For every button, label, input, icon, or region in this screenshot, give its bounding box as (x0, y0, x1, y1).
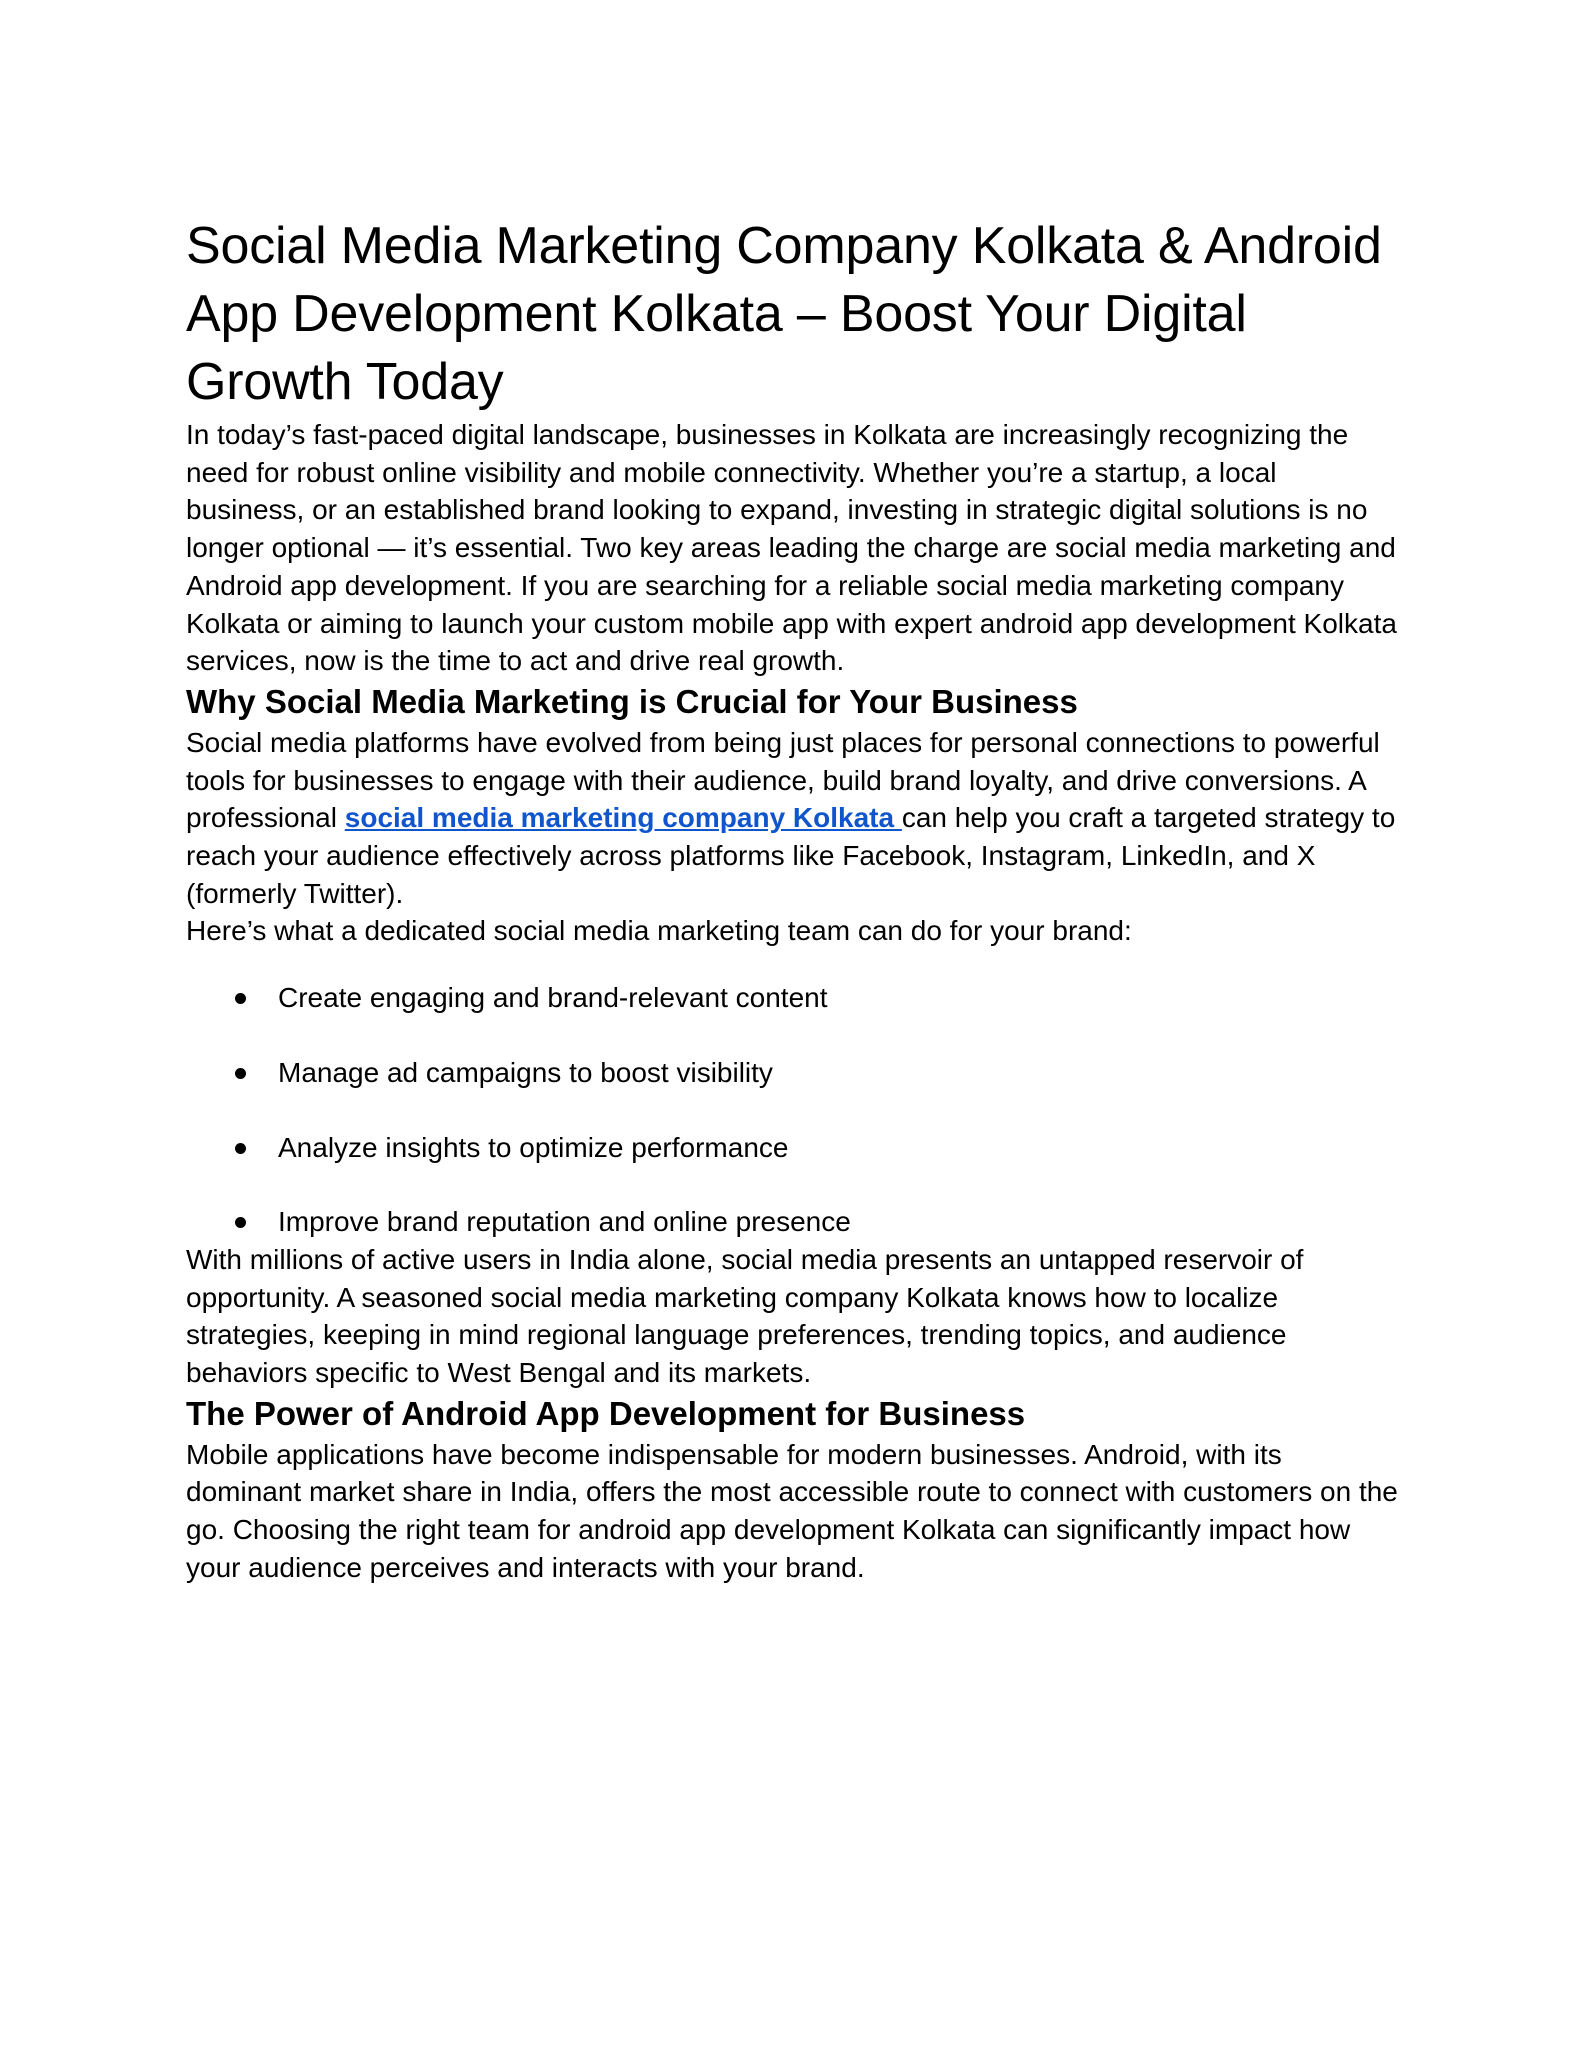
android-paragraph: Mobile applications have become indispensable for modern businesses. Android, with its dominant market share in India, offers the most accessible route to connect with customers on the go. Choosing the right team for android app development Kolkata can significantly impact how your audience perceives and interacts with your brand. (186, 1438, 1398, 1583)
bullet-icon (235, 1217, 246, 1228)
list-item (186, 1129, 1401, 1167)
bullet-icon (235, 1068, 246, 1079)
section-heading-android: The Power of Android App Development for Business (186, 1394, 1026, 1432)
team-benefits-intro: Here’s what a dedicated social media marketing team can do for your brand: (186, 915, 1132, 947)
list-item-text: Create engaging and brand-relevant content (278, 982, 828, 1014)
list-item-text: Analyze insights to optimize performance (278, 1131, 789, 1163)
social-media-marketing-link[interactable]: social media marketing company Kolkata (344, 802, 902, 834)
bullet-icon (235, 993, 246, 1004)
page-title: Social Media Marketing Company Kolkata & Android App Development Kolkata – Boost Your Digital Growth Today (186, 217, 1382, 411)
india-users-paragraph: With millions of active users in India alone, social media presents an untapped reservoir of opportunity. A seasoned social media marketing company Kolkata knows how to localize strategies, keeping in mind regional language preferences, trending topics, and audience behaviors specific to West Bengal and its markets. (186, 1243, 1304, 1389)
social-media-paragraph (186, 724, 1401, 913)
list-item (186, 1054, 1401, 1092)
bullet-icon (235, 1143, 246, 1154)
list-item-text: Manage ad campaigns to boost visibility (278, 1056, 773, 1088)
social-paragraph-text-after-link: can help you craft a targeted strategy to reach your audience effectively across platforms like Facebook, Instagram, LinkedIn, and X (formerly Twitter). (186, 802, 1396, 909)
list-item (186, 1203, 1401, 1241)
list-item (186, 979, 1401, 1017)
benefits-list (186, 979, 1401, 1241)
list-item-text: Improve brand reputation and online presence (278, 1206, 851, 1238)
intro-paragraph: In today’s fast-paced digital landscape, businesses in Kolkata are increasingly recognizing the need for robust online visibility and mobile connectivity. Whether you’re a startup, a local business, or an established brand looking to expand, investing in strategic digital solutions is no longer optional — it’s essential. Two key areas leading the charge are social media marketing and Android app development. If you are searching for a reliable social media marketing company Kolkata or aiming to launch your custom mobile app with expert android app development Kolkata services, now is the time to act and drive real growth. (186, 419, 1397, 677)
document-content (186, 212, 1401, 1587)
social-paragraph-text-before-link: Social media platforms have evolved from being just places for personal connections to powerful tools for businesses to engage with their audience, build brand loyalty, and drive conversions. A professional (186, 726, 1380, 834)
section-heading-social-media: Why Social Media Marketing is Crucial for Your Business (186, 682, 1078, 720)
